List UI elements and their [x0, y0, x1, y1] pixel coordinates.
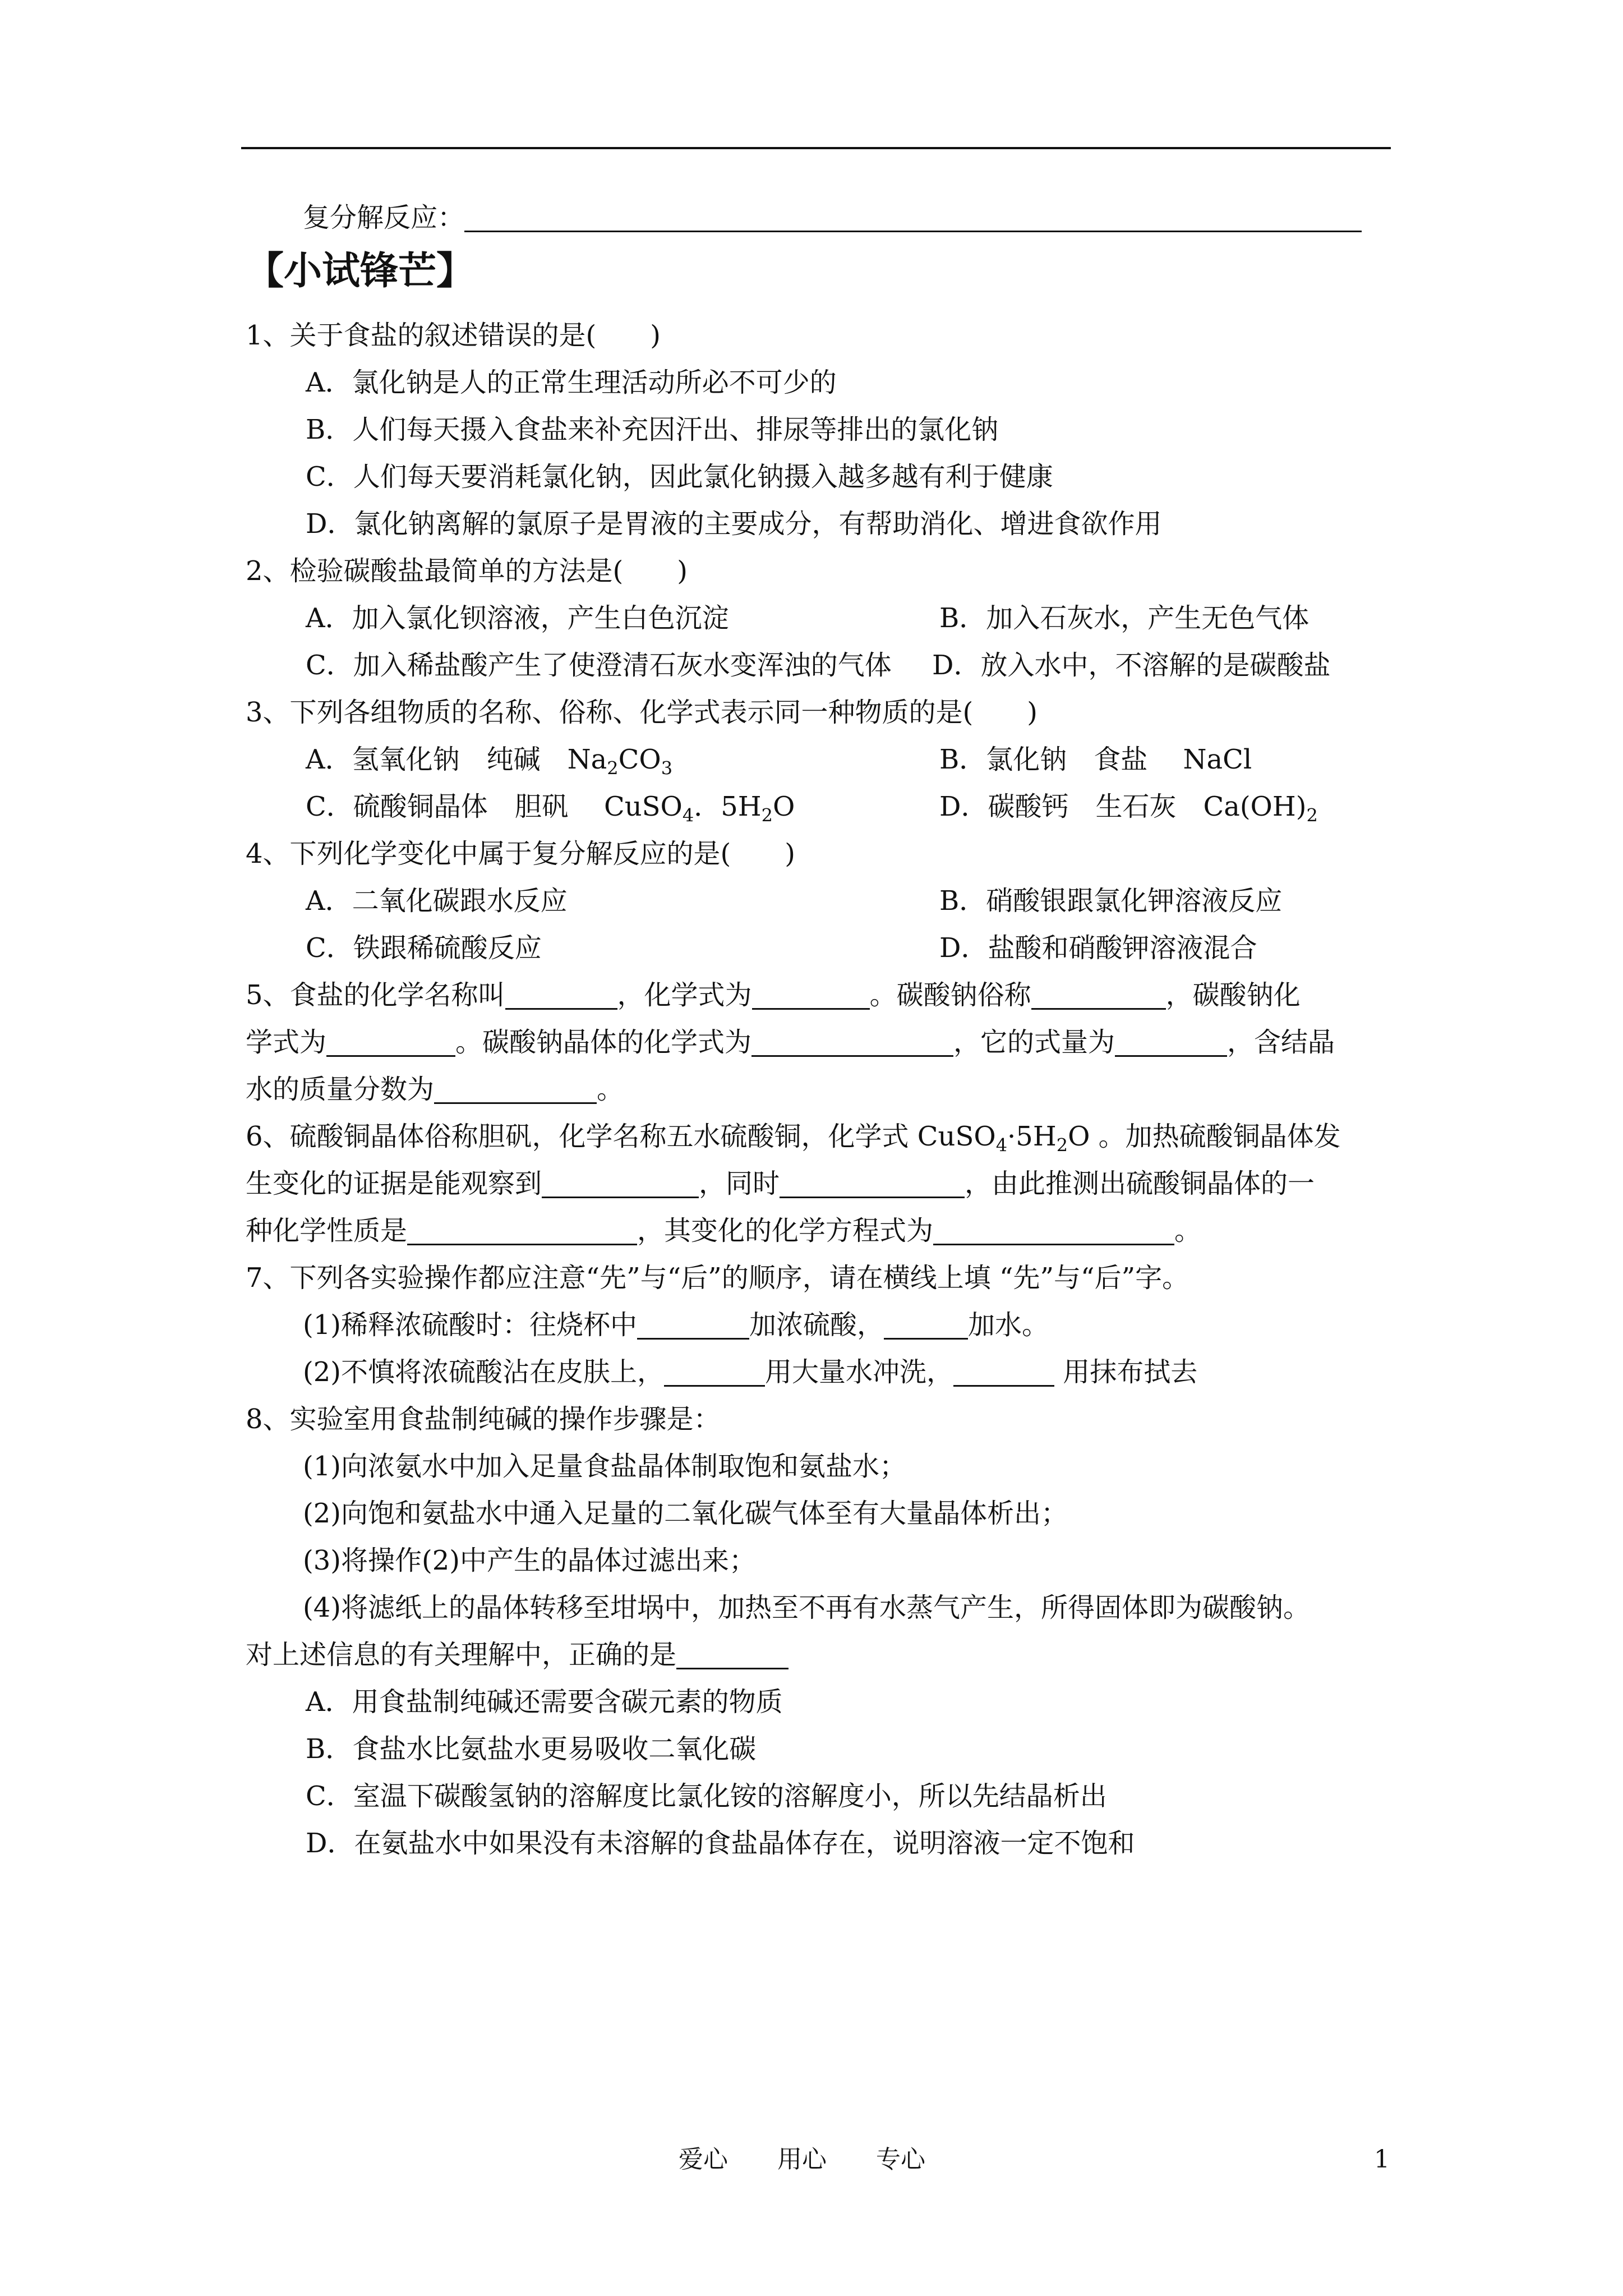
q5-blank-2[interactable]	[752, 979, 870, 1010]
q7-sub1	[303, 1301, 1049, 1349]
q6-line2	[246, 1160, 1315, 1207]
q5-text: 学式为	[246, 1027, 327, 1058]
q5-text: 5、食盐的化学名称叫	[246, 979, 505, 1011]
q3-option-a[interactable]	[306, 736, 672, 783]
q5-text: 水的质量分数为	[246, 1074, 435, 1105]
q3-c-sub1: 4	[682, 804, 694, 826]
q6-text: 生变化的证据是能观察到	[246, 1168, 542, 1199]
q3-a-mid: CO	[618, 744, 661, 775]
q5-text: ，它的式量为	[953, 1027, 1115, 1058]
q1-stem: 1、关于食盐的叙述错误的是( )	[246, 320, 661, 351]
fufenjie-line	[303, 194, 1362, 241]
q5-blank-7[interactable]	[434, 1073, 597, 1104]
q6-text: 6、硫酸铜晶体俗称胆矾，化学名称五水硫酸铜，化学式 CuSO	[246, 1121, 996, 1152]
q2-option-c[interactable]: C．加入稀盐酸产生了使澄清石灰水变浑浊的气体	[306, 650, 892, 681]
q5-text: 。碳酸钠晶体的化学式为	[455, 1027, 752, 1058]
q8-ask-line	[246, 1631, 789, 1678]
q3-a-sub1: 2	[607, 757, 619, 779]
q8-step-3: (3)将操作(2)中产生的晶体过滤出来；	[303, 1545, 756, 1576]
q7-sub2	[303, 1349, 1197, 1396]
fufenjie-blank[interactable]	[464, 201, 1362, 232]
q8-option-b[interactable]: B．食盐水比氨盐水更易吸收二氧化碳	[306, 1733, 757, 1765]
q5-text: ，含结晶	[1227, 1027, 1335, 1058]
q6-text: O 。加热硫酸铜晶体发	[1068, 1121, 1341, 1152]
q3-c-text: C．硫酸铜晶体 胆矾 CuSO	[306, 791, 683, 822]
q5-line1	[246, 972, 1301, 1019]
q2-option-d[interactable]: D．放入水中，不溶解的是碳酸盐	[932, 650, 1331, 681]
q7-text: (2)不慎将浓硫酸沾在皮肤上，	[303, 1356, 664, 1388]
q1-option-a[interactable]: A．氯化钠是人的正常生理活动所必不可少的	[306, 367, 837, 398]
q5-blank-5[interactable]	[751, 1026, 953, 1057]
q3-c-mid: ．5H	[694, 791, 762, 822]
q6-line3	[246, 1207, 1201, 1254]
q4-option-c[interactable]: C．铁跟稀硫酸反应	[306, 932, 542, 964]
q2-stem: 2、检验碳酸盐最简单的方法是( )	[246, 555, 688, 587]
q8-option-a[interactable]: A．用食盐制纯碱还需要含碳元素的物质	[306, 1686, 783, 1718]
q3-d-text: D．碳酸钙 生石灰 Ca(OH)	[939, 791, 1307, 822]
q6-blank-3[interactable]	[407, 1214, 637, 1245]
q7-text: 加浓硫酸，	[749, 1309, 884, 1341]
q1-option-c[interactable]: C．人们每天要消耗氯化钠，因此氯化钠摄入越多越有利于健康	[306, 461, 1053, 493]
q6-text: 。	[1174, 1215, 1202, 1246]
q4-option-b[interactable]: B．硝酸银跟氯化钾溶液反应	[939, 885, 1283, 917]
section-title: 【小试锋芒】	[246, 249, 475, 293]
q8-option-c[interactable]: C．室温下碳酸氢钠的溶解度比氯化铵的溶解度小，所以先结晶析出	[306, 1780, 1107, 1812]
q3-a-text: A．氢氧化钠 纯碱 Na	[306, 744, 607, 775]
q3-option-c[interactable]	[306, 783, 795, 830]
q4-stem: 4、下列化学变化中属于复分解反应的是( )	[246, 838, 795, 869]
q5-text: 。	[597, 1074, 624, 1105]
q3-option-b[interactable]: B．氯化钠 食盐 NaCl	[939, 744, 1252, 775]
q8-option-d[interactable]: D．在氨盐水中如果没有未溶解的食盐晶体存在，说明溶液一定不饱和	[306, 1828, 1135, 1859]
q8-step-4: (4)将滤纸上的晶体转移至坩埚中，加热至不再有水蒸气产生，所得固体即为碳酸钠。	[303, 1592, 1310, 1623]
q5-line3	[246, 1066, 624, 1113]
q6-text: ，由此推测出硫酸铜晶体的一	[965, 1168, 1315, 1199]
q7-blank-1[interactable]	[637, 1309, 749, 1340]
q3-stem: 3、下列各组物质的名称、俗称、化学式表示同一种物质的是( )	[246, 697, 1038, 728]
q2-option-a[interactable]: A．加入氯化钡溶液，产生白色沉淀	[306, 602, 729, 634]
q5-blank-1[interactable]	[505, 979, 617, 1010]
q6-blank-1[interactable]	[542, 1167, 699, 1198]
q5-blank-4[interactable]	[326, 1026, 455, 1057]
q5-line2	[246, 1019, 1335, 1066]
q8-blank[interactable]	[676, 1639, 789, 1669]
q8-stem: 8、实验室用食盐制纯碱的操作步骤是：	[246, 1404, 721, 1435]
q6-text: ，同时	[699, 1168, 780, 1199]
q4-option-d[interactable]: D．盐酸和硝酸钾溶液混合	[939, 932, 1257, 964]
q5-text: ，化学式为	[617, 979, 752, 1011]
q8-step-1: (1)向浓氨水中加入足量食盐晶体制取饱和氨盐水；	[303, 1451, 906, 1482]
q3-a-sub2: 3	[661, 757, 673, 779]
q7-text: 加水。	[968, 1309, 1049, 1341]
q5-blank-6[interactable]	[1115, 1026, 1227, 1057]
q5-blank-3[interactable]	[1031, 979, 1166, 1010]
q3-option-d[interactable]	[939, 783, 1318, 830]
q7-blank-3[interactable]	[664, 1356, 765, 1387]
q7-text: 用大量水冲洗，	[765, 1356, 954, 1388]
q1-option-b[interactable]: B．人们每天摄入食盐来补充因汗出、排尿等排出的氯化钠	[306, 414, 999, 445]
q8-step-2: (2)向饱和氨盐水中通入足量的二氧化碳气体至有大量晶体析出；	[303, 1498, 1068, 1529]
q3-d-sub: 2	[1306, 804, 1318, 826]
q7-blank-2[interactable]	[884, 1309, 968, 1340]
fufenjie-label: 复分解反应：	[303, 202, 465, 233]
q5-text: 。碳酸钠俗称	[869, 979, 1031, 1011]
q6-blank-4[interactable]	[933, 1214, 1174, 1245]
q7-text: 用抹布拭去	[1054, 1356, 1198, 1388]
q6-sub: 4	[995, 1134, 1008, 1156]
q7-stem: 7、下列各实验操作都应注意“先”与“后”的顺序，请在横线上填 “先”与“后”字。	[246, 1262, 1189, 1294]
header-rule	[241, 147, 1391, 149]
q3-c-end: O	[773, 791, 795, 822]
q2-option-b[interactable]: B．加入石灰水，产生无色气体	[939, 602, 1310, 634]
footer-motto: 爱心 用心 专心	[679, 2145, 925, 2174]
q6-line1	[246, 1113, 1341, 1160]
q7-blank-4[interactable]	[953, 1356, 1054, 1387]
page-number: 1	[1374, 2145, 1390, 2174]
q6-text: ·5H	[1007, 1121, 1057, 1152]
q4-option-a[interactable]: A．二氧化碳跟水反应	[306, 885, 568, 917]
q6-text: 种化学性质是	[246, 1215, 408, 1246]
q7-text: (1)稀释浓硫酸时：往烧杯中	[303, 1309, 637, 1341]
q5-text: ，碳酸钠化	[1165, 979, 1301, 1011]
q1-option-d[interactable]: D．氯化钠离解的氯原子是胃液的主要成分，有帮助消化、增进食欲作用	[306, 508, 1162, 540]
q6-blank-2[interactable]	[780, 1167, 965, 1198]
q6-text: ，其变化的化学方程式为	[637, 1215, 934, 1246]
q3-c-sub2: 2	[761, 804, 773, 826]
q8-ask-text: 对上述信息的有关理解中，正确的是	[246, 1639, 677, 1671]
q6-sub: 2	[1056, 1134, 1068, 1156]
